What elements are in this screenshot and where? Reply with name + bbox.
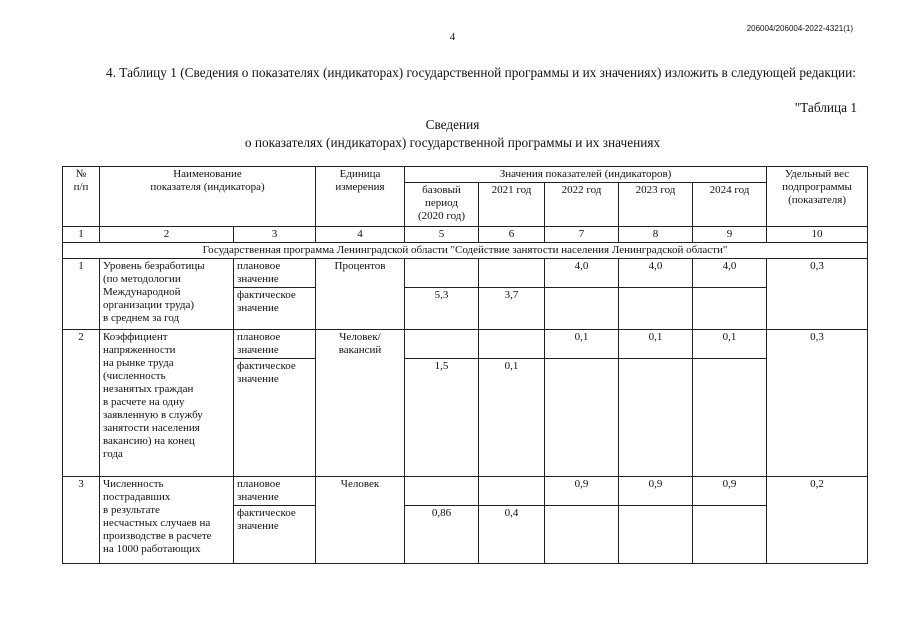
indicators-table	[62, 166, 868, 564]
fact-2021: 3,7	[479, 288, 545, 330]
table-subtitle: о показателях (индикаторах) государственной программы и их значениях	[244, 135, 661, 150]
header-2024: 2024 год	[693, 183, 767, 227]
plan-2023: 4,0	[619, 259, 693, 288]
fact-2021: 0,1	[479, 359, 545, 477]
fact-2022	[545, 506, 619, 564]
row-num: 1	[63, 259, 100, 330]
plan-2023: 0,9	[619, 477, 693, 506]
indicator-name: Коэффициент напряженности на рынке труда (численность незанятых граждан в расчете на одну заявленную в службу занятости населения вакансию) на конец года	[100, 330, 234, 477]
weight: 0,3	[767, 259, 868, 330]
fact-2024	[693, 506, 767, 564]
plan-2024: 4,0	[693, 259, 767, 288]
table-title: Сведения	[425, 117, 480, 132]
amendment-paragraph: 4. Таблицу 1 (Сведения о показателях (индикаторах) государственной программы и их значениях) изложить в следующей редакции:	[106, 65, 856, 80]
col-number: 3	[234, 227, 316, 243]
header-num: № п/п	[63, 167, 100, 227]
col-number: 8	[619, 227, 693, 243]
header-unit: Единица измерения	[316, 167, 405, 227]
plan-2022: 4,0	[545, 259, 619, 288]
fact-label: фактическое значение	[234, 359, 316, 477]
header-name: Наименование показателя (индикатора)	[100, 167, 316, 227]
col-number: 2	[100, 227, 234, 243]
plan-2022: 0,1	[545, 330, 619, 359]
header-2023: 2023 год	[619, 183, 693, 227]
header-base: базовый период (2020 год)	[405, 183, 479, 227]
plan-label: плановое значение	[234, 330, 316, 359]
row-num: 2	[63, 330, 100, 477]
col-number: 10	[767, 227, 868, 243]
fact-base: 1,5	[405, 359, 479, 477]
plan-label: плановое значение	[234, 259, 316, 288]
program-title: Государственная программа Ленинградской области "Содействие занятости населения Ленинградской области"	[63, 243, 868, 259]
header-weight: Удельный вес подпрограммы (показателя)	[767, 167, 868, 227]
plan-base	[405, 259, 479, 288]
fact-base: 5,3	[405, 288, 479, 330]
header-values-group: Значения показателей (индикаторов)	[405, 167, 767, 183]
fact-2022	[545, 359, 619, 477]
plan-base	[405, 477, 479, 506]
plan-base	[405, 330, 479, 359]
header-2021: 2021 год	[479, 183, 545, 227]
unit: Человек/ вакансий	[316, 330, 405, 477]
table-label: "Таблица 1	[794, 100, 857, 115]
weight: 0,3	[767, 330, 868, 477]
fact-2022	[545, 288, 619, 330]
plan-2024: 0,9	[693, 477, 767, 506]
page-number: 4	[449, 31, 456, 43]
plan-2022: 0,9	[545, 477, 619, 506]
indicator-name: Численность пострадавших в результате несчастных случаев на производстве в расчете на 1000 работающих	[100, 477, 234, 564]
plan-2023: 0,1	[619, 330, 693, 359]
document-code: 206004/206004-2022-4321(1)	[746, 24, 853, 33]
plan-2021	[479, 259, 545, 288]
plan-2021	[479, 477, 545, 506]
plan-2021	[479, 330, 545, 359]
col-number: 6	[479, 227, 545, 243]
header-2022: 2022 год	[545, 183, 619, 227]
col-number: 4	[316, 227, 405, 243]
col-number: 7	[545, 227, 619, 243]
fact-2024	[693, 359, 767, 477]
fact-2023	[619, 506, 693, 564]
unit: Процентов	[316, 259, 405, 330]
fact-2023	[619, 288, 693, 330]
fact-2023	[619, 359, 693, 477]
plan-2024: 0,1	[693, 330, 767, 359]
col-number: 9	[693, 227, 767, 243]
weight: 0,2	[767, 477, 868, 564]
col-number: 1	[63, 227, 100, 243]
plan-label: плановое значение	[234, 477, 316, 506]
indicator-name: Уровень безработицы (по методологии Международной организации труда) в среднем за год	[100, 259, 234, 330]
row-num: 3	[63, 477, 100, 564]
fact-label: фактическое значение	[234, 506, 316, 564]
fact-label: фактическое значение	[234, 288, 316, 330]
fact-2024	[693, 288, 767, 330]
col-number: 5	[405, 227, 479, 243]
unit: Человек	[316, 477, 405, 564]
fact-2021: 0,4	[479, 506, 545, 564]
fact-base: 0,86	[405, 506, 479, 564]
